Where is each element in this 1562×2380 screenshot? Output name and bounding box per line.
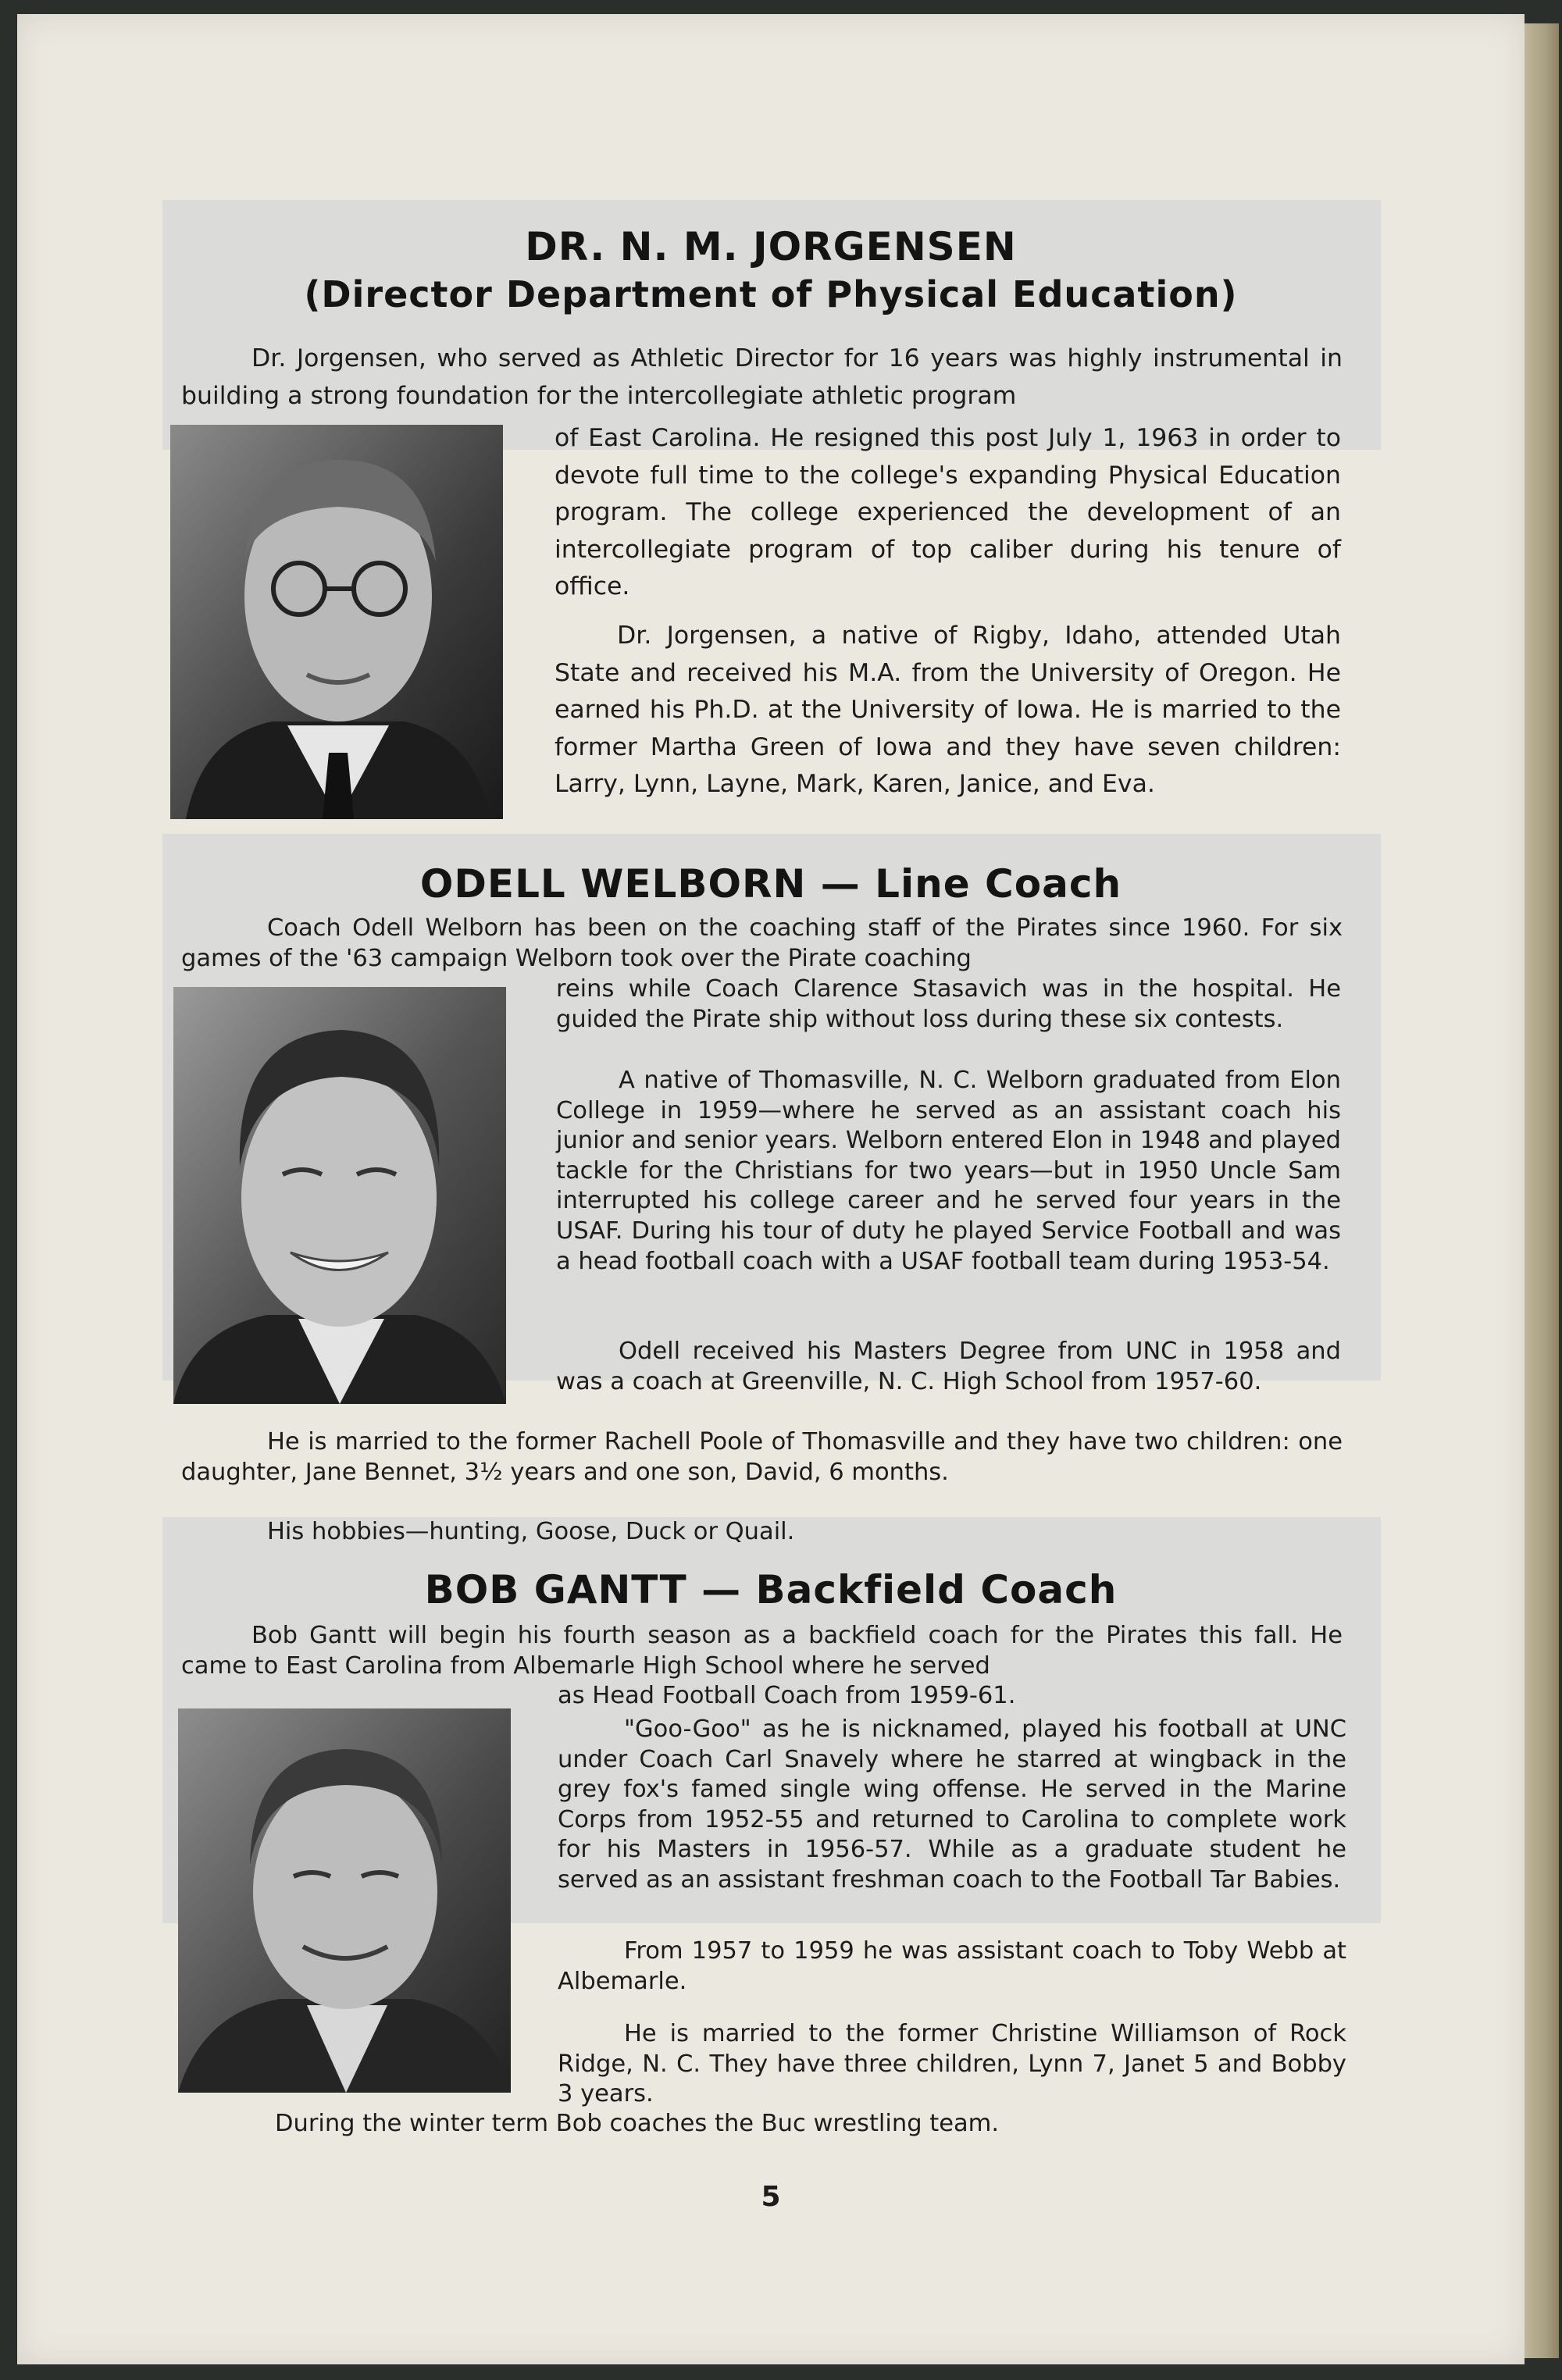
gantt-paragraph-1-full: Bob Gantt will begin his fourth season as a backfield coach for the Pirates this fall. He came to East Carolina from Albemarle High School where he served — [181, 1622, 1343, 1680]
jorgensen-title: (Director Department of Physical Education) — [304, 273, 1238, 315]
page — [17, 14, 1525, 2364]
page-edge — [1525, 23, 1559, 2358]
jorgensen-photo — [170, 425, 503, 819]
welborn-heading: ODELL WELBORN — Line Coach — [419, 861, 1122, 907]
jorgensen-paragraph-1-side: of East Carolina. He resigned this post July 1, 1963 in order to devote full time to the college's expanding Physical Education program. The college experienced the development of an intercollegiate program of top caliber during his tenure of office. — [555, 424, 1341, 600]
jorgensen-name: DR. N. M. JORGENSEN — [525, 224, 1017, 269]
gantt-paragraph-2: "Goo-Goo" as he is nicknamed, played his football at UNC under Coach Carl Snavely where he starred at wingback in the grey fox's famed single wing offense. He served in the Marine Corps from 1952-55 and returned to Carolina to complete work for his Masters in 1956-57. While as a graduate student he served as an assistant freshman coach to the Football Tar Babies. — [558, 1716, 1346, 1894]
welborn-paragraph-5: His hobbies—hunting, Goose, Duck or Quail. — [267, 1518, 795, 1545]
gantt-portrait — [178, 1708, 511, 2093]
gantt-paragraph-5: During the winter term Bob coaches the Buc wrestling team. — [275, 2110, 1000, 2137]
welborn-paragraph-1-side: reins while Coach Clarence Stasavich was in the hospital. He guided the Pirate ship without loss during these six contests. — [556, 975, 1341, 1033]
jorgensen-paragraph-1-full: Dr. Jorgensen, who served as Athletic Director for 16 years was highly instrumental in building a strong foundation for the intercollegiate athletic program — [181, 344, 1343, 410]
gantt-paragraph-3: From 1957 to 1959 he was assistant coach to Toby Webb at Albemarle. — [558, 1937, 1346, 1995]
welborn-paragraph-1-full: Coach Odell Welborn has been on the coaching staff of the Pirates since 1960. For six games of the '63 campaign Welborn took over the Pirate coaching — [181, 914, 1343, 972]
welborn-photo — [173, 987, 506, 1404]
page-number: 5 — [761, 2181, 781, 2213]
gantt-paragraph-1-side: as Head Football Coach from 1959-61. — [558, 1682, 1016, 1709]
gantt-paragraph-4: He is married to the former Christine Williamson of Rock Ridge, N. C. They have three children, Lynn 7, Janet 5 and Bobby 3 years. — [558, 2020, 1346, 2108]
gantt-photo — [178, 1708, 511, 2093]
jorgensen-portrait — [170, 425, 503, 819]
welborn-paragraph-4: He is married to the former Rachell Poole of Thomasville and they have two children: one daughter, Jane Bennet, 3½ years and one son, David, 6 months. — [181, 1428, 1343, 1486]
gantt-heading: BOB GANTT — Backfield Coach — [424, 1567, 1118, 1612]
jorgensen-paragraph-2: Dr. Jorgensen, a native of Rigby, Idaho, attended Utah State and received his M.A. from the University of Oregon. He earned his Ph.D. at the University of Iowa. He is married to the former Martha Green of Iowa and they have seven children: Larry, Lynn, Layne, Mark, Karen, Janice, and Eva. — [555, 622, 1341, 798]
welborn-paragraph-2: A native of Thomasville, N. C. Welborn graduated from Elon College in 1959—where he served as an assistant coach his junior and senior years. Welborn entered Elon in 1948 and played tackle for the Christians for two years—but in 1950 Uncle Sam interrupted his college career and he served four years in the USAF. During his tour of duty he played Service Football and was a head football coach with a USAF football team during 1953-54. — [556, 1067, 1341, 1275]
welborn-portrait — [173, 987, 506, 1404]
welborn-paragraph-3: Odell received his Masters Degree from UNC in 1958 and was a coach at Greenville, N. C. High School from 1957-60. — [556, 1338, 1341, 1395]
